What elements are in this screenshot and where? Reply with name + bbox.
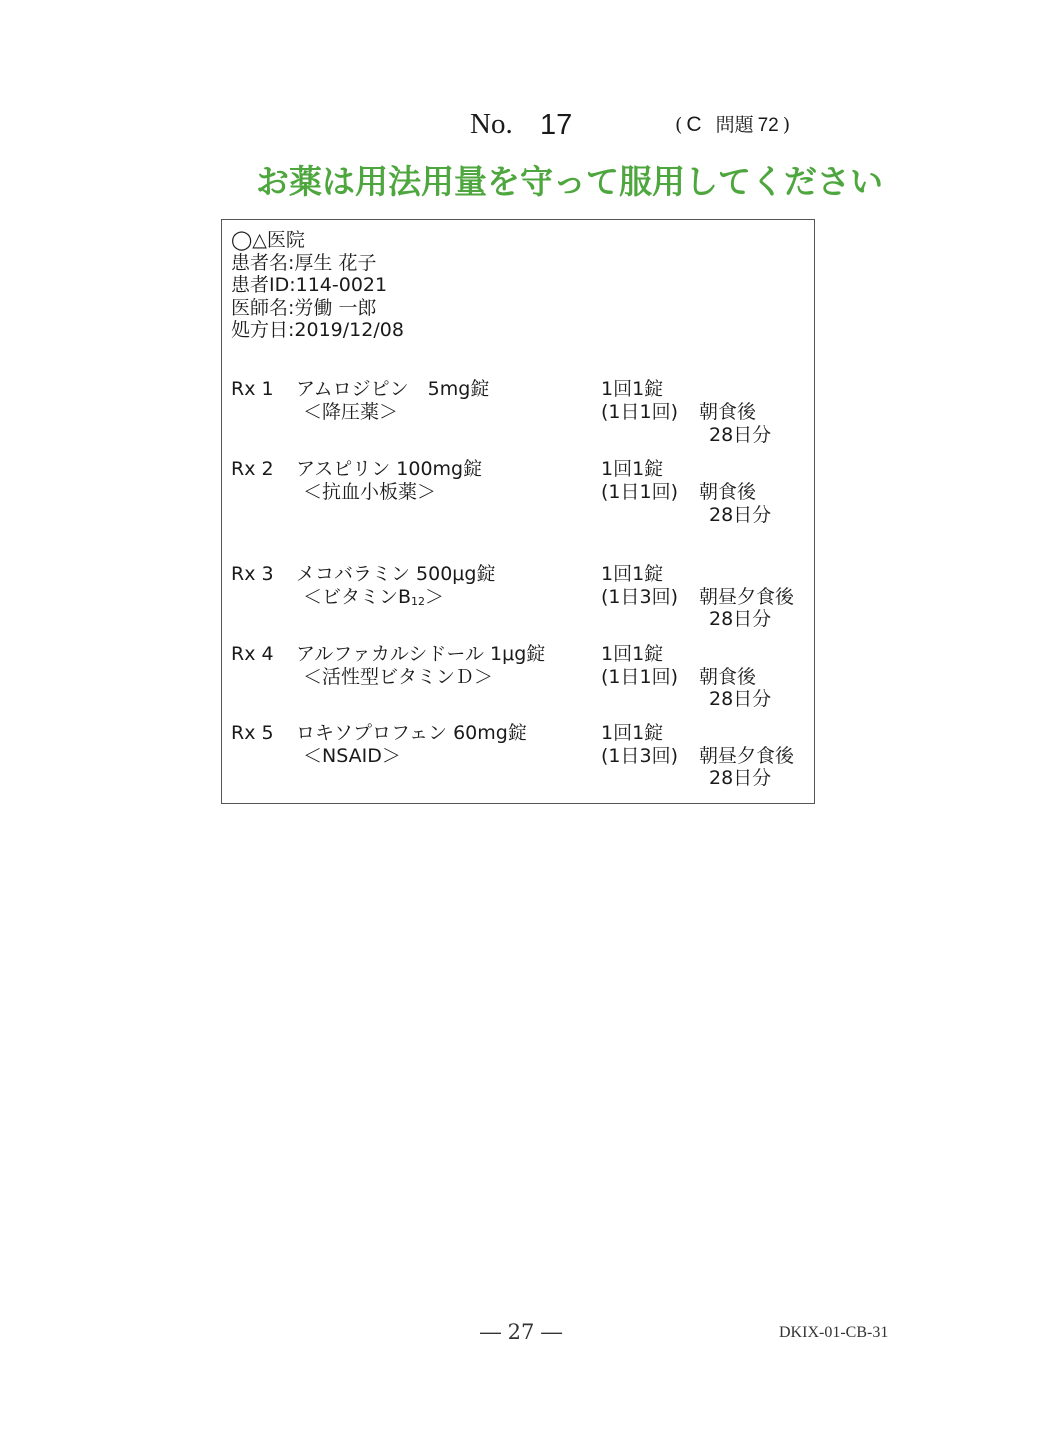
number-value: 17 [540,109,573,141]
timing: 朝食後 [699,481,757,503]
question-reference [675,110,790,137]
rx-number: Rx 2 [231,458,274,480]
rx-number: Rx 5 [231,722,274,744]
timing: 朝食後 [699,666,757,688]
frequency: (1日3回) [601,586,679,608]
headline: お薬は用法用量を守って服用してください [256,162,883,201]
question-category: C [686,113,702,136]
duration: 28日分 [709,504,772,526]
footer-page-number: ― 27 ― [480,1320,563,1344]
question-text: 問題 [715,114,754,136]
rx-number: Rx 4 [231,643,274,665]
drug-category-subscript: 12 [411,595,426,608]
duration: 28日分 [709,424,772,446]
drug-category-suffix: ＞ [425,586,445,608]
dose: 1回1錠 [601,458,664,480]
frequency: (1日1回) [601,666,679,688]
clinic-name: ◯△医院 [231,229,305,251]
doctor-name: 医師名:労働 一郎 [231,296,377,319]
prescription-header [231,229,404,342]
drug-category: ＜活性型ビタミンＤ＞ [303,666,494,688]
frequency: (1日3回) [601,745,679,767]
footer-document-code: DKIX-01-CB-31 [779,1324,889,1341]
timing: 朝昼夕食後 [699,586,795,608]
question-number: 72 [757,115,779,136]
duration: 28日分 [709,688,772,710]
frequency: (1日1回) [601,401,679,423]
patient-name: 患者名:厚生 花子 [231,251,377,274]
prescription-date: 処方日:2019/12/08 [231,319,404,341]
duration: 28日分 [709,608,772,630]
drug-name: アスピリン 100mg錠 [296,458,483,480]
drug-name: アムロジピン 5mg錠 [296,378,490,400]
prescription-box [221,219,815,804]
rx-number: Rx 3 [231,563,274,585]
drug-name: アルファカルシドール 1μg錠 [296,643,546,665]
dose: 1回1錠 [601,722,664,744]
dose: 1回1錠 [601,378,664,400]
rx-number: Rx 1 [231,378,274,400]
frequency: (1日1回) [601,481,679,503]
drug-category: ＜抗血小板薬＞ [303,481,437,503]
drug-name: ロキソプロフェン 60mg錠 [296,722,527,744]
question-close-paren: ) [782,114,791,136]
drug-name: メコバラミン 500μg錠 [296,563,496,585]
timing: 朝昼夕食後 [699,745,795,767]
number-label: No. [470,108,513,140]
drug-category: ＜NSAID＞ [303,745,401,767]
drug-category-prefix: ＜ビタミンB [303,586,412,608]
patient-id: 患者ID:114-0021 [231,274,388,296]
dose: 1回1錠 [601,643,664,665]
question-open-paren: ( [675,114,683,136]
dose: 1回1錠 [601,563,664,585]
timing: 朝食後 [699,401,757,423]
duration: 28日分 [709,767,772,789]
drug-category [303,586,444,613]
drug-category: ＜降圧薬＞ [303,401,399,423]
